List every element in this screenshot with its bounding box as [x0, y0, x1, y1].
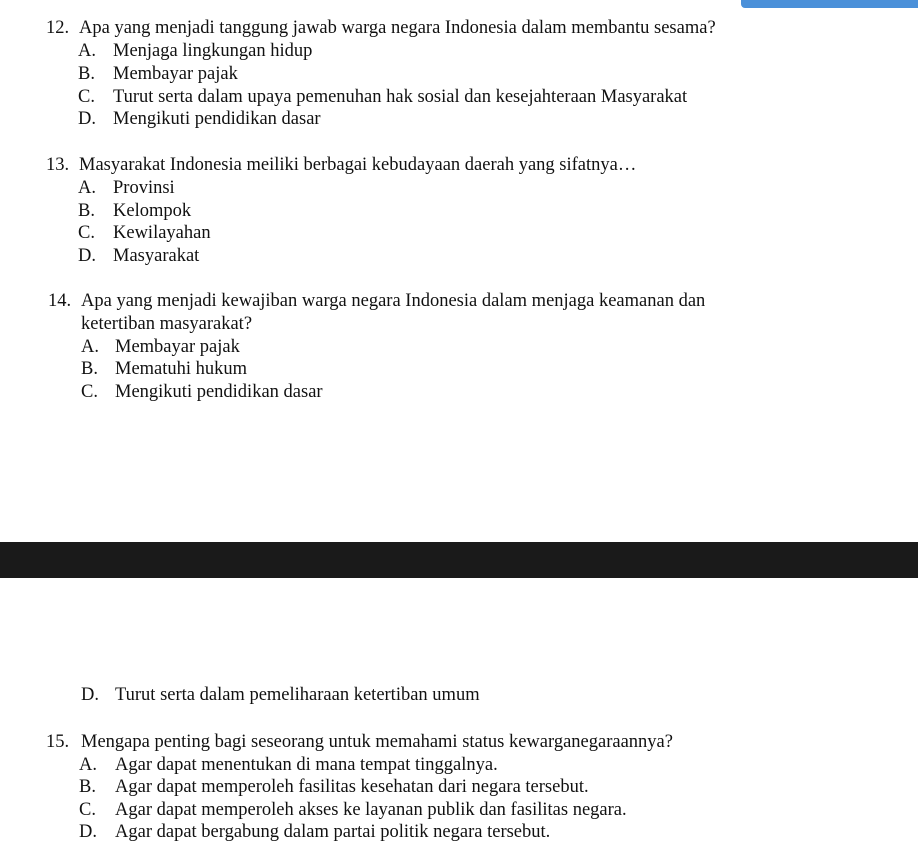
question-text: Apa yang menjadi tanggung jawab warga negara Indonesia dalam membantu sesama?: [79, 18, 716, 38]
option-letter: C.: [81, 382, 98, 402]
option-text: Provinsi: [113, 178, 175, 198]
option-text: Kewilayahan: [113, 223, 211, 243]
question-number: 13.: [46, 155, 70, 175]
page-break-band: [0, 542, 918, 578]
option-14-d[interactable]: [81, 684, 480, 706]
option-13-d[interactable]: [78, 245, 199, 267]
option-text: Menjaga lingkungan hidup: [113, 41, 313, 61]
option-15-c[interactable]: [79, 799, 627, 821]
question-number: 15.: [46, 732, 70, 752]
question-13: [46, 154, 636, 176]
option-letter: A.: [78, 178, 96, 198]
option-15-b[interactable]: [79, 776, 589, 798]
option-letter: A.: [81, 337, 99, 357]
option-letter: C.: [79, 800, 96, 820]
option-letter: B.: [81, 359, 98, 379]
option-letter: A.: [78, 41, 96, 61]
option-14-a[interactable]: [81, 336, 240, 358]
question-text-line-1: Apa yang menjadi kewajiban warga negara Indonesia dalam menjaga keamanan dan: [81, 291, 706, 311]
option-13-a[interactable]: [78, 177, 175, 199]
top-accent-bar: [741, 0, 918, 8]
option-14-b[interactable]: [81, 358, 247, 380]
option-letter: C.: [78, 223, 95, 243]
option-letter: B.: [78, 64, 95, 84]
option-letter: B.: [79, 777, 96, 797]
option-text: Mengikuti pendidikan dasar: [115, 382, 323, 402]
option-12-b[interactable]: [78, 63, 238, 85]
option-text: Agar dapat menentukan di mana tempat tinggalnya.: [115, 755, 498, 775]
question-text: Mengapa penting bagi seseorang untuk memahami status kewarganegaraannya?: [81, 732, 673, 752]
option-15-a[interactable]: [79, 754, 498, 776]
option-13-b[interactable]: [78, 200, 191, 222]
option-letter: B.: [78, 201, 95, 221]
option-12-c[interactable]: [78, 86, 687, 108]
option-text: Turut serta dalam pemeliharaan ketertiban umum: [115, 685, 480, 705]
option-letter: A.: [79, 755, 97, 775]
option-12-a[interactable]: [78, 40, 312, 62]
question-12: [46, 17, 716, 39]
option-12-d[interactable]: [78, 108, 321, 130]
option-letter: D.: [78, 109, 96, 129]
option-text: Mengikuti pendidikan dasar: [113, 109, 321, 129]
option-text: Membayar pajak: [113, 64, 238, 84]
option-text: Masyarakat: [113, 246, 200, 266]
option-text: Agar dapat memperoleh fasilitas kesehatan dari negara tersebut.: [115, 777, 589, 797]
option-letter: D.: [79, 822, 97, 842]
question-15: [46, 731, 673, 753]
option-13-c[interactable]: [78, 222, 211, 244]
question-14-continuation: [81, 313, 252, 335]
option-text: Membayar pajak: [115, 337, 240, 357]
option-14-c[interactable]: [81, 381, 323, 403]
option-letter: D.: [81, 685, 99, 705]
option-15-d[interactable]: [79, 821, 550, 843]
option-text: Turut serta dalam upaya pemenuhan hak sosial dan kesejahteraan Masyarakat: [113, 87, 688, 107]
question-text-line-2: ketertiban masyarakat?: [81, 314, 253, 334]
option-text: Kelompok: [113, 201, 192, 221]
question-14: [48, 290, 705, 312]
option-letter: D.: [78, 246, 96, 266]
question-number: 12.: [46, 18, 70, 38]
option-text: Agar dapat bergabung dalam partai politik negara tersebut.: [115, 822, 551, 842]
option-text: Mematuhi hukum: [115, 359, 248, 379]
option-text: Agar dapat memperoleh akses ke layanan publik dan fasilitas negara.: [115, 800, 627, 820]
question-text: Masyarakat Indonesia meiliki berbagai kebudayaan daerah yang sifatnya…: [79, 155, 637, 175]
option-letter: C.: [78, 87, 95, 107]
question-number: 14.: [48, 291, 72, 311]
